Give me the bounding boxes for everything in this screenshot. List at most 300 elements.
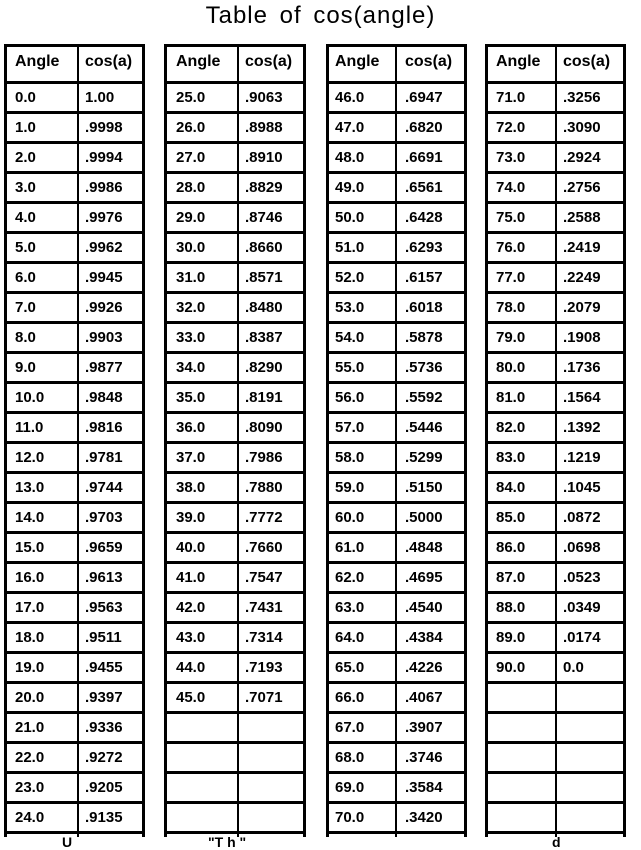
angle-cell: 76.0 (496, 239, 526, 256)
angle-cell: 15.0 (15, 539, 45, 556)
angle-cell: 87.0 (496, 569, 526, 586)
table-row (7, 84, 142, 114)
table-row (167, 84, 303, 114)
table-row (329, 414, 464, 444)
cos-cell: .6691 (405, 149, 443, 166)
cos-cell: .8910 (245, 149, 283, 166)
angle-cell: 47.0 (335, 119, 365, 136)
cos-cell: .0698 (563, 539, 601, 556)
angle-cell: 73.0 (496, 149, 526, 166)
cos-cell: .5000 (405, 509, 443, 526)
header-cos: cos(a) (563, 53, 611, 70)
table-row (329, 144, 464, 174)
cos-cell: .8290 (245, 359, 283, 376)
cos-cell: .6293 (405, 239, 443, 256)
header-cos: cos(a) (405, 53, 453, 70)
table-row (329, 294, 464, 324)
cos-cell: .8480 (245, 299, 283, 316)
angle-cell: 34.0 (176, 359, 206, 376)
angle-cell: 82.0 (496, 419, 526, 436)
angle-cell: 48.0 (335, 149, 365, 166)
angle-cell: 59.0 (335, 479, 365, 496)
angle-cell: 45.0 (176, 689, 206, 706)
header-row (7, 47, 142, 84)
table-row (167, 624, 303, 654)
angle-cell: 80.0 (496, 359, 526, 376)
table-row (488, 204, 623, 234)
table-row (167, 714, 303, 744)
angle-cell: 69.0 (335, 779, 365, 796)
table-row (488, 414, 623, 444)
table-row (167, 354, 303, 384)
angle-cell: 33.0 (176, 329, 206, 346)
header-angle: Angle (496, 53, 541, 70)
angle-cell: 28.0 (176, 179, 206, 196)
cos-cell: .9998 (85, 119, 123, 136)
angle-cell: 23.0 (15, 779, 45, 796)
cos-cell: 1.00 (85, 89, 115, 106)
table-row (329, 444, 464, 474)
cos-cell: .5150 (405, 479, 443, 496)
table-row (488, 714, 623, 744)
cos-cell: .6018 (405, 299, 443, 316)
table-row (488, 144, 623, 174)
cos-cell: .1392 (563, 419, 601, 436)
table-row (167, 474, 303, 504)
cos-cell: .2419 (563, 239, 601, 256)
angle-cell: 31.0 (176, 269, 206, 286)
cos-cell: .7193 (245, 659, 283, 676)
angle-cell: 1.0 (15, 119, 36, 136)
cos-cell: .9511 (85, 629, 122, 646)
cos-cell: .6157 (405, 269, 443, 286)
angle-cell: 40.0 (176, 539, 206, 556)
table-row (7, 744, 142, 774)
table-row (329, 804, 464, 834)
angle-cell: 90.0 (496, 659, 526, 676)
angle-cell: 65.0 (335, 659, 365, 676)
cos-cell: .3256 (563, 89, 601, 106)
table-row (167, 444, 303, 474)
angle-cell: 42.0 (176, 599, 206, 616)
table-row (329, 474, 464, 504)
angle-cell: 3.0 (15, 179, 36, 196)
table-row (7, 534, 142, 564)
table-row (329, 114, 464, 144)
cos-cell: .9976 (85, 209, 123, 226)
cos-cell: .7880 (245, 479, 283, 496)
table-row (329, 84, 464, 114)
table-row (167, 804, 303, 834)
header-row (488, 47, 623, 84)
table-row (488, 234, 623, 264)
table-row (488, 594, 623, 624)
cos-cell: .8988 (245, 119, 283, 136)
table-row (167, 654, 303, 684)
table-row (329, 204, 464, 234)
angle-cell: 81.0 (496, 389, 526, 406)
angle-cell: 84.0 (496, 479, 526, 496)
table-row (167, 264, 303, 294)
table-row (488, 804, 623, 834)
angle-cell: 55.0 (335, 359, 365, 376)
cos-cell: .1219 (563, 449, 601, 466)
angle-cell: 19.0 (15, 659, 45, 676)
angle-cell: 29.0 (176, 209, 206, 226)
table-row (488, 684, 623, 714)
cos-cell: .4067 (405, 689, 443, 706)
angle-cell: 43.0 (176, 629, 206, 646)
table-row (167, 294, 303, 324)
cos-cell: .2924 (563, 149, 601, 166)
table-row (488, 174, 623, 204)
table-row (167, 534, 303, 564)
angle-cell: 0.0 (15, 89, 36, 106)
cos-cell: .7986 (245, 449, 283, 466)
header-row (167, 47, 303, 84)
cos-cell: .6428 (405, 209, 443, 226)
angle-cell: 39.0 (176, 509, 206, 526)
table-row (329, 324, 464, 354)
table-row (329, 714, 464, 744)
cos-cell: .2756 (563, 179, 601, 196)
angle-cell: 41.0 (176, 569, 206, 586)
angle-cell: 22.0 (15, 749, 45, 766)
cos-cell: .9336 (85, 719, 123, 736)
header-angle: Angle (15, 53, 60, 70)
angle-cell: 53.0 (335, 299, 365, 316)
table-row (488, 474, 623, 504)
table-row (488, 384, 623, 414)
table-row (167, 204, 303, 234)
table-row (488, 444, 623, 474)
angle-cell: 46.0 (335, 89, 365, 106)
table-row (329, 594, 464, 624)
table-row (329, 264, 464, 294)
table-row (329, 744, 464, 774)
angle-cell: 37.0 (176, 449, 206, 466)
cos-cell: .8746 (245, 209, 283, 226)
table-row (7, 264, 142, 294)
table-row (7, 204, 142, 234)
angle-cell: 88.0 (496, 599, 526, 616)
header-cos: cos(a) (245, 53, 293, 70)
cos-cell: .7314 (245, 629, 283, 646)
angle-cell: 62.0 (335, 569, 365, 586)
table-column (326, 44, 467, 837)
angle-cell: 17.0 (15, 599, 45, 616)
angle-cell: 50.0 (335, 209, 365, 226)
cos-cell: .7431 (245, 599, 283, 616)
angle-cell: 49.0 (335, 179, 365, 196)
cos-cell: .7071 (245, 689, 283, 706)
cos-cell: .9816 (85, 419, 123, 436)
table-row (329, 774, 464, 804)
table-column (164, 44, 306, 837)
header-angle: Angle (176, 53, 221, 70)
footer-fragment: "T h " (208, 834, 247, 850)
angle-cell: 78.0 (496, 299, 526, 316)
table-row (167, 744, 303, 774)
cos-cell: .1045 (563, 479, 601, 496)
cos-cell: .1736 (563, 359, 601, 376)
angle-cell: 63.0 (335, 599, 365, 616)
table-row (329, 234, 464, 264)
table-row (167, 594, 303, 624)
table-row (7, 354, 142, 384)
table-row (7, 234, 142, 264)
cos-cell: .9877 (85, 359, 123, 376)
table-row (488, 534, 623, 564)
table-row (7, 294, 142, 324)
cos-cell: .2588 (563, 209, 601, 226)
cos-cell: .7547 (245, 569, 283, 586)
table-row (7, 594, 142, 624)
table-row (167, 234, 303, 264)
angle-cell: 52.0 (335, 269, 365, 286)
angle-cell: 14.0 (15, 509, 45, 526)
table-row (167, 414, 303, 444)
angle-cell: 4.0 (15, 209, 36, 226)
table-row (7, 804, 142, 834)
table-row (488, 114, 623, 144)
cos-cell: .9063 (245, 89, 283, 106)
table-row (7, 684, 142, 714)
cos-cell: .4540 (405, 599, 443, 616)
cos-cell: .9613 (85, 569, 123, 586)
table-row (167, 114, 303, 144)
cos-cell: .9986 (85, 179, 123, 196)
angle-cell: 56.0 (335, 389, 365, 406)
table-row (488, 84, 623, 114)
angle-cell: 16.0 (15, 569, 45, 586)
cos-cell: .8571 (245, 269, 283, 286)
cos-cell: .9703 (85, 509, 123, 526)
table-row (167, 774, 303, 804)
footer-note (0, 834, 641, 850)
angle-cell: 24.0 (15, 809, 45, 826)
cos-cell: .9135 (85, 809, 123, 826)
table-row (488, 654, 623, 684)
cos-cell: .8191 (245, 389, 283, 406)
table-row (7, 474, 142, 504)
table-row (329, 504, 464, 534)
table-row (7, 414, 142, 444)
cos-cell: .4226 (405, 659, 443, 676)
table-row (7, 714, 142, 744)
angle-cell: 51.0 (335, 239, 365, 256)
angle-cell: 6.0 (15, 269, 36, 286)
table-row (488, 774, 623, 804)
cos-cell: .1564 (563, 389, 601, 406)
table-row (329, 534, 464, 564)
table-row (7, 384, 142, 414)
cos-cell: .9903 (85, 329, 123, 346)
angle-cell: 60.0 (335, 509, 365, 526)
angle-cell: 75.0 (496, 209, 526, 226)
footer-fragment: d (552, 834, 561, 850)
angle-cell: 79.0 (496, 329, 526, 346)
cos-cell: .9926 (85, 299, 123, 316)
angle-cell: 5.0 (15, 239, 36, 256)
angle-cell: 70.0 (335, 809, 365, 826)
table-row (7, 774, 142, 804)
cos-cell: .0349 (563, 599, 601, 616)
cos-cell: .8829 (245, 179, 283, 196)
angle-cell: 67.0 (335, 719, 365, 736)
cos-cell: .3090 (563, 119, 601, 136)
cos-cell: .9962 (85, 239, 123, 256)
cos-cell: .9744 (85, 479, 123, 496)
cos-cell: .9397 (85, 689, 123, 706)
table-row (167, 384, 303, 414)
table-row (7, 324, 142, 354)
table-row (167, 144, 303, 174)
cos-cell: .3907 (405, 719, 443, 736)
cos-cell: .3746 (405, 749, 443, 766)
angle-cell: 30.0 (176, 239, 206, 256)
cos-cell: .8387 (245, 329, 283, 346)
table-row (488, 624, 623, 654)
cos-cell: .7772 (245, 509, 283, 526)
angle-cell: 66.0 (335, 689, 365, 706)
cos-cell: .3420 (405, 809, 443, 826)
header-angle: Angle (335, 53, 380, 70)
table-row (488, 504, 623, 534)
cos-cell: .1908 (563, 329, 601, 346)
table-row (488, 744, 623, 774)
cos-cell: .9272 (85, 749, 123, 766)
angle-cell: 12.0 (15, 449, 45, 466)
angle-cell: 9.0 (15, 359, 36, 376)
table-row (7, 114, 142, 144)
angle-cell: 26.0 (176, 119, 206, 136)
table-row (7, 564, 142, 594)
cos-cell: .2079 (563, 299, 601, 316)
table-row (329, 684, 464, 714)
table-row (329, 384, 464, 414)
angle-cell: 7.0 (15, 299, 36, 316)
angle-cell: 2.0 (15, 149, 36, 166)
angle-cell: 20.0 (15, 689, 45, 706)
angle-cell: 35.0 (176, 389, 206, 406)
table-row (329, 174, 464, 204)
cos-cell: .9994 (85, 149, 123, 166)
angle-cell: 8.0 (15, 329, 36, 346)
table-row (7, 444, 142, 474)
cos-cell: .6820 (405, 119, 443, 136)
cos-cell: .5299 (405, 449, 443, 466)
table-row (7, 174, 142, 204)
angle-cell: 27.0 (176, 149, 206, 166)
header-cos: cos(a) (85, 53, 133, 70)
table-row (7, 504, 142, 534)
angle-cell: 44.0 (176, 659, 206, 676)
cos-cell: .6561 (405, 179, 443, 196)
cos-cell: .9945 (85, 269, 123, 286)
cos-cell: .9848 (85, 389, 123, 406)
cos-cell: .0523 (563, 569, 601, 586)
angle-cell: 68.0 (335, 749, 365, 766)
cos-cell: .0174 (563, 629, 601, 646)
cos-cell: .8660 (245, 239, 283, 256)
table-row (7, 624, 142, 654)
angle-cell: 32.0 (176, 299, 206, 316)
cos-cell: .5736 (405, 359, 443, 376)
cos-cell: .3584 (405, 779, 443, 796)
table-column (4, 44, 145, 837)
cos-cell: .0872 (563, 509, 601, 526)
table-row (488, 354, 623, 384)
table-row (167, 504, 303, 534)
angle-cell: 74.0 (496, 179, 526, 196)
table-row (7, 144, 142, 174)
cos-cell: .4848 (405, 539, 443, 556)
cos-cell: .5446 (405, 419, 443, 436)
angle-cell: 72.0 (496, 119, 526, 136)
table-row (488, 564, 623, 594)
cos-cell: 0.0 (563, 659, 584, 676)
table-row (7, 654, 142, 684)
angle-cell: 86.0 (496, 539, 526, 556)
table-row (488, 264, 623, 294)
angle-cell: 83.0 (496, 449, 526, 466)
table-row (167, 564, 303, 594)
table-row (167, 684, 303, 714)
cos-cell: .4695 (405, 569, 443, 586)
cos-cell: .7660 (245, 539, 283, 556)
table-row (329, 624, 464, 654)
cos-cell: .9205 (85, 779, 123, 796)
table-row (488, 294, 623, 324)
cos-cell: .8090 (245, 419, 283, 436)
angle-cell: 10.0 (15, 389, 45, 406)
angle-cell: 11.0 (15, 419, 44, 436)
angle-cell: 54.0 (335, 329, 365, 346)
cos-cell: .5592 (405, 389, 443, 406)
table-row (167, 174, 303, 204)
angle-cell: 85.0 (496, 509, 526, 526)
angle-cell: 38.0 (176, 479, 206, 496)
table-row (329, 654, 464, 684)
table-row (167, 324, 303, 354)
table-column (485, 44, 626, 837)
angle-cell: 25.0 (176, 89, 206, 106)
cos-cell: .9455 (85, 659, 123, 676)
cos-cell: .4384 (405, 629, 443, 646)
cos-cell: .9563 (85, 599, 123, 616)
table-row (329, 354, 464, 384)
angle-cell: 13.0 (15, 479, 45, 496)
cos-cell: .6947 (405, 89, 443, 106)
angle-cell: 57.0 (335, 419, 365, 436)
angle-cell: 64.0 (335, 629, 365, 646)
cos-cell: .2249 (563, 269, 601, 286)
angle-cell: 58.0 (335, 449, 365, 466)
angle-cell: 61.0 (335, 539, 365, 556)
angle-cell: 77.0 (496, 269, 526, 286)
table-row (488, 324, 623, 354)
cos-cell: .9659 (85, 539, 123, 556)
angle-cell: 71.0 (496, 89, 526, 106)
header-row (329, 47, 464, 84)
angle-cell: 89.0 (496, 629, 526, 646)
cos-cell: .5878 (405, 329, 443, 346)
angle-cell: 18.0 (15, 629, 45, 646)
footer-fragment: U (62, 834, 73, 850)
angle-cell: 36.0 (176, 419, 206, 436)
cos-cell: .9781 (85, 449, 123, 466)
